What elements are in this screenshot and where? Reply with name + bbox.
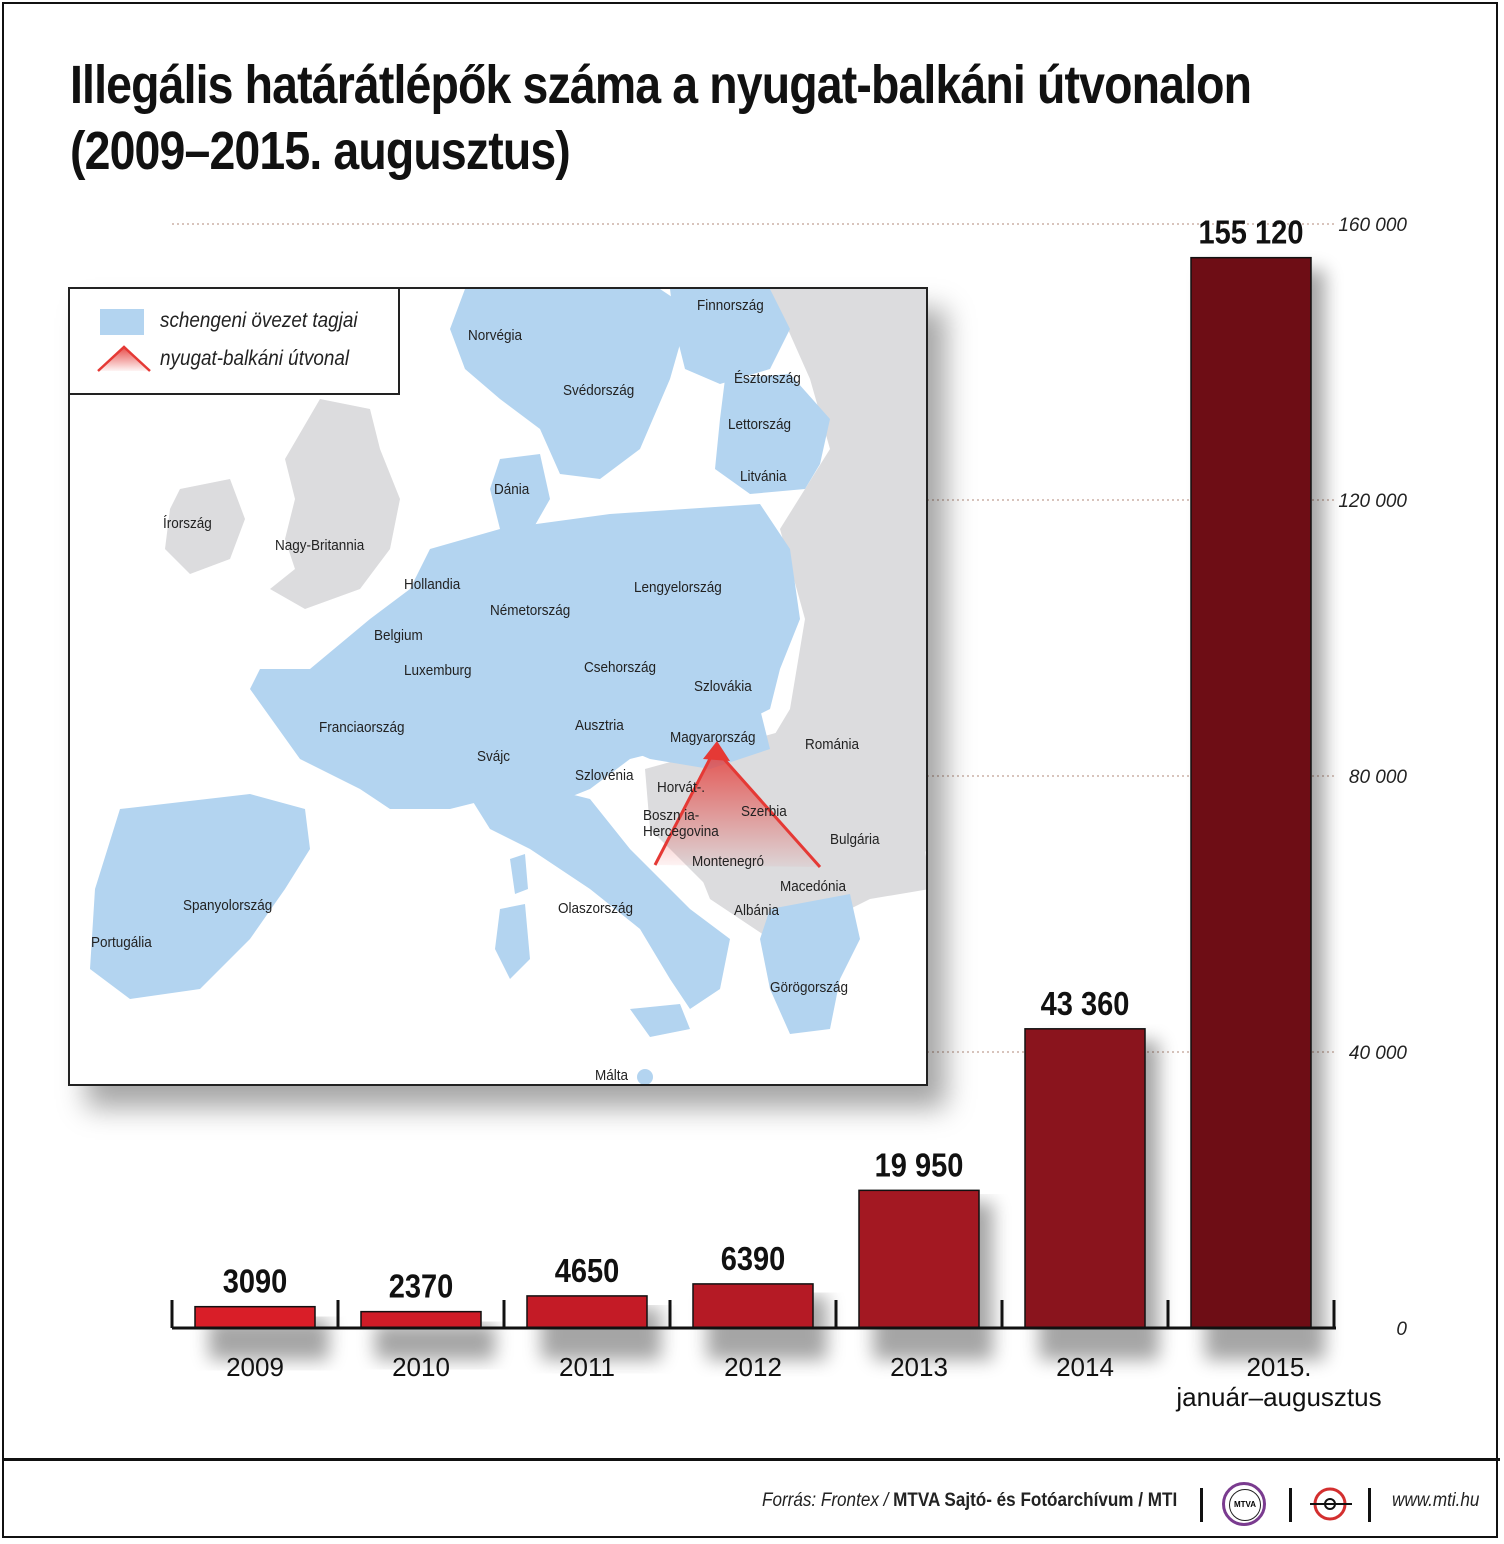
label-lettorszag: Lettország <box>728 416 792 433</box>
legend-schengen-swatch <box>100 309 144 335</box>
label-finnorszag: Finnország <box>697 297 764 314</box>
label-macedonia: Macedónia <box>780 878 847 895</box>
legend-schengen-label: schengeni övezet tagjai <box>160 309 358 332</box>
bar <box>195 1307 315 1328</box>
footer-source-org: MTVA Sajtó- és Fotóarchívum <box>893 1490 1134 1511</box>
footer-source <box>762 1490 1177 1512</box>
mtva-logo-text: MTVA <box>1229 1489 1261 1521</box>
label-szerbia: Szerbia <box>741 803 787 820</box>
label-svedorszag: Svédország <box>563 382 635 399</box>
label-hercegovina: Hercegovina <box>643 823 719 840</box>
label-ausztria: Ausztria <box>575 717 624 734</box>
label-nemetorszag: Németország <box>490 602 571 619</box>
label-romania: Románia <box>805 736 860 753</box>
europe-map <box>68 287 928 1086</box>
title-line-1: Illegális határátlépők száma a nyugat-balkáni útvonalon <box>70 55 1252 115</box>
label-luxemburg: Luxemburg <box>404 662 472 679</box>
bar-value-label: 4650 <box>554 1252 620 1290</box>
mti-logo-icon <box>1308 1484 1354 1524</box>
title-line-2: (2009–2015. augusztus) <box>70 121 570 181</box>
label-horvatorszag: Horvát-. <box>657 779 706 796</box>
land-sicily <box>630 1004 690 1037</box>
category-label: 2009 <box>226 1352 284 1382</box>
map-legend <box>70 289 400 395</box>
label-boszn: Boszn ia- <box>643 807 700 824</box>
label-gorogorszag: Görögország <box>770 979 849 996</box>
bar-value-label: 43 360 <box>1040 985 1130 1023</box>
label-csehorszag: Csehország <box>584 659 657 676</box>
label-lengyelorszag: Lengyelország <box>634 579 722 596</box>
land-corsica <box>510 854 528 894</box>
label-magyarorszag: Magyarország <box>670 729 756 746</box>
category-label: 2013 <box>890 1352 948 1382</box>
land-great-britain <box>270 399 400 609</box>
label-litvania: Litvánia <box>740 468 787 485</box>
label-portugalia: Portugália <box>91 934 152 951</box>
footer-source-prefix: Forrás: Frontex / <box>762 1490 889 1511</box>
label-montenegro: Montenegró <box>692 853 765 870</box>
footer-separator <box>1368 1488 1371 1522</box>
y-tick-label: 120 000 <box>1338 491 1407 512</box>
bar <box>1025 1029 1145 1328</box>
label-albania: Albánia <box>734 902 780 919</box>
label-franciaorszag: Franciaország <box>319 719 405 736</box>
label-malta: Málta <box>595 1067 629 1084</box>
bar <box>859 1190 979 1328</box>
y-tick-label: 160 000 <box>1338 215 1407 236</box>
label-hollandia: Hollandia <box>404 576 461 593</box>
label-irorszag: Írország <box>163 515 212 532</box>
bar-value-label: 6390 <box>720 1240 786 1278</box>
label-norvegia: Norvégia <box>468 327 523 344</box>
label-spanyolorszag: Spanyolország <box>183 897 273 914</box>
label-szlovenia: Szlovénia <box>575 767 634 784</box>
label-belgium: Belgium <box>374 627 423 644</box>
footer-separator <box>1289 1488 1292 1522</box>
label-svajc: Svájc <box>477 748 511 765</box>
land-malta <box>637 1069 653 1085</box>
bar-value-label: 2370 <box>388 1267 454 1306</box>
footer-divider <box>2 1458 1500 1461</box>
map-shapes <box>70 289 928 1086</box>
category-label: január–augusztus <box>1176 1382 1382 1412</box>
footer-url: www.mti.hu <box>1392 1490 1480 1511</box>
label-nagy-britannia: Nagy-Britannia <box>275 537 365 554</box>
bar-value-label: 3090 <box>222 1262 288 1301</box>
y-tick-label: 0 <box>1396 1319 1407 1340</box>
bar <box>527 1296 647 1328</box>
bar <box>693 1284 813 1328</box>
y-tick-label: 80 000 <box>1348 767 1407 788</box>
category-label: 2015. <box>1246 1352 1312 1382</box>
label-olaszorszag: Olaszország <box>558 900 634 917</box>
category-label: 2010 <box>392 1352 450 1382</box>
category-label: 2011 <box>559 1352 615 1382</box>
label-esztorszag: Észtország <box>734 370 801 387</box>
legend-route-icon <box>96 343 152 373</box>
y-tick-label: 40 000 <box>1348 1043 1407 1064</box>
bar-value-label: 155 120 <box>1198 213 1304 252</box>
category-label: 2014 <box>1056 1352 1114 1382</box>
land-sardinia <box>495 904 530 979</box>
label-dania: Dánia <box>494 481 530 498</box>
legend-route-label: nyugat-balkáni útvonal <box>160 347 350 370</box>
bar-value-label: 19 950 <box>874 1146 964 1184</box>
label-bulgaria: Bulgária <box>830 831 880 848</box>
bar <box>361 1312 481 1328</box>
category-label: 2012 <box>724 1352 782 1382</box>
bar <box>1191 258 1311 1328</box>
footer-source-suffix: / MTI <box>1138 1490 1178 1511</box>
footer-separator <box>1200 1488 1203 1522</box>
label-szlovakia: Szlovákia <box>694 678 752 695</box>
mtva-logo-icon <box>1222 1482 1266 1526</box>
